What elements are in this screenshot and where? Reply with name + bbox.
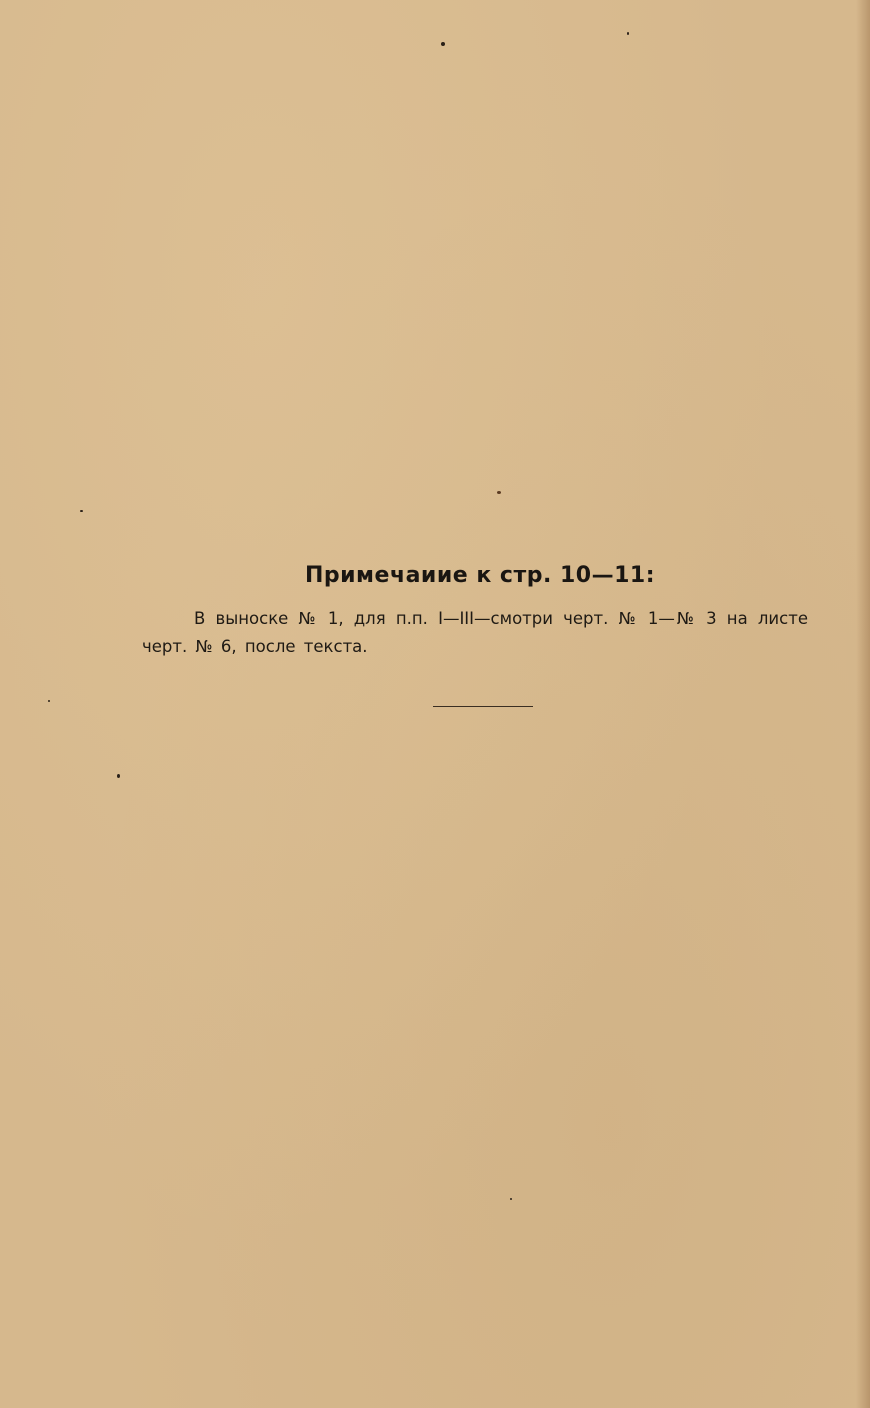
dust-speck xyxy=(48,700,50,702)
note-heading: Примечаиие к стр. 10—11: xyxy=(304,563,655,588)
show-through-text xyxy=(140,360,810,1000)
dust-speck xyxy=(441,42,445,46)
note-text: В выноске № 1, для п.п. I—III—смотри черт. № 1—№ 3 на листе черт. № 6, после текста. xyxy=(142,609,808,656)
dust-speck xyxy=(497,491,501,494)
dust-speck xyxy=(80,510,83,512)
dust-speck xyxy=(510,1198,512,1200)
divider-rule xyxy=(433,706,533,707)
dust-speck xyxy=(627,32,629,35)
page-edge-shadow xyxy=(856,0,870,1408)
dust-speck xyxy=(117,774,120,778)
